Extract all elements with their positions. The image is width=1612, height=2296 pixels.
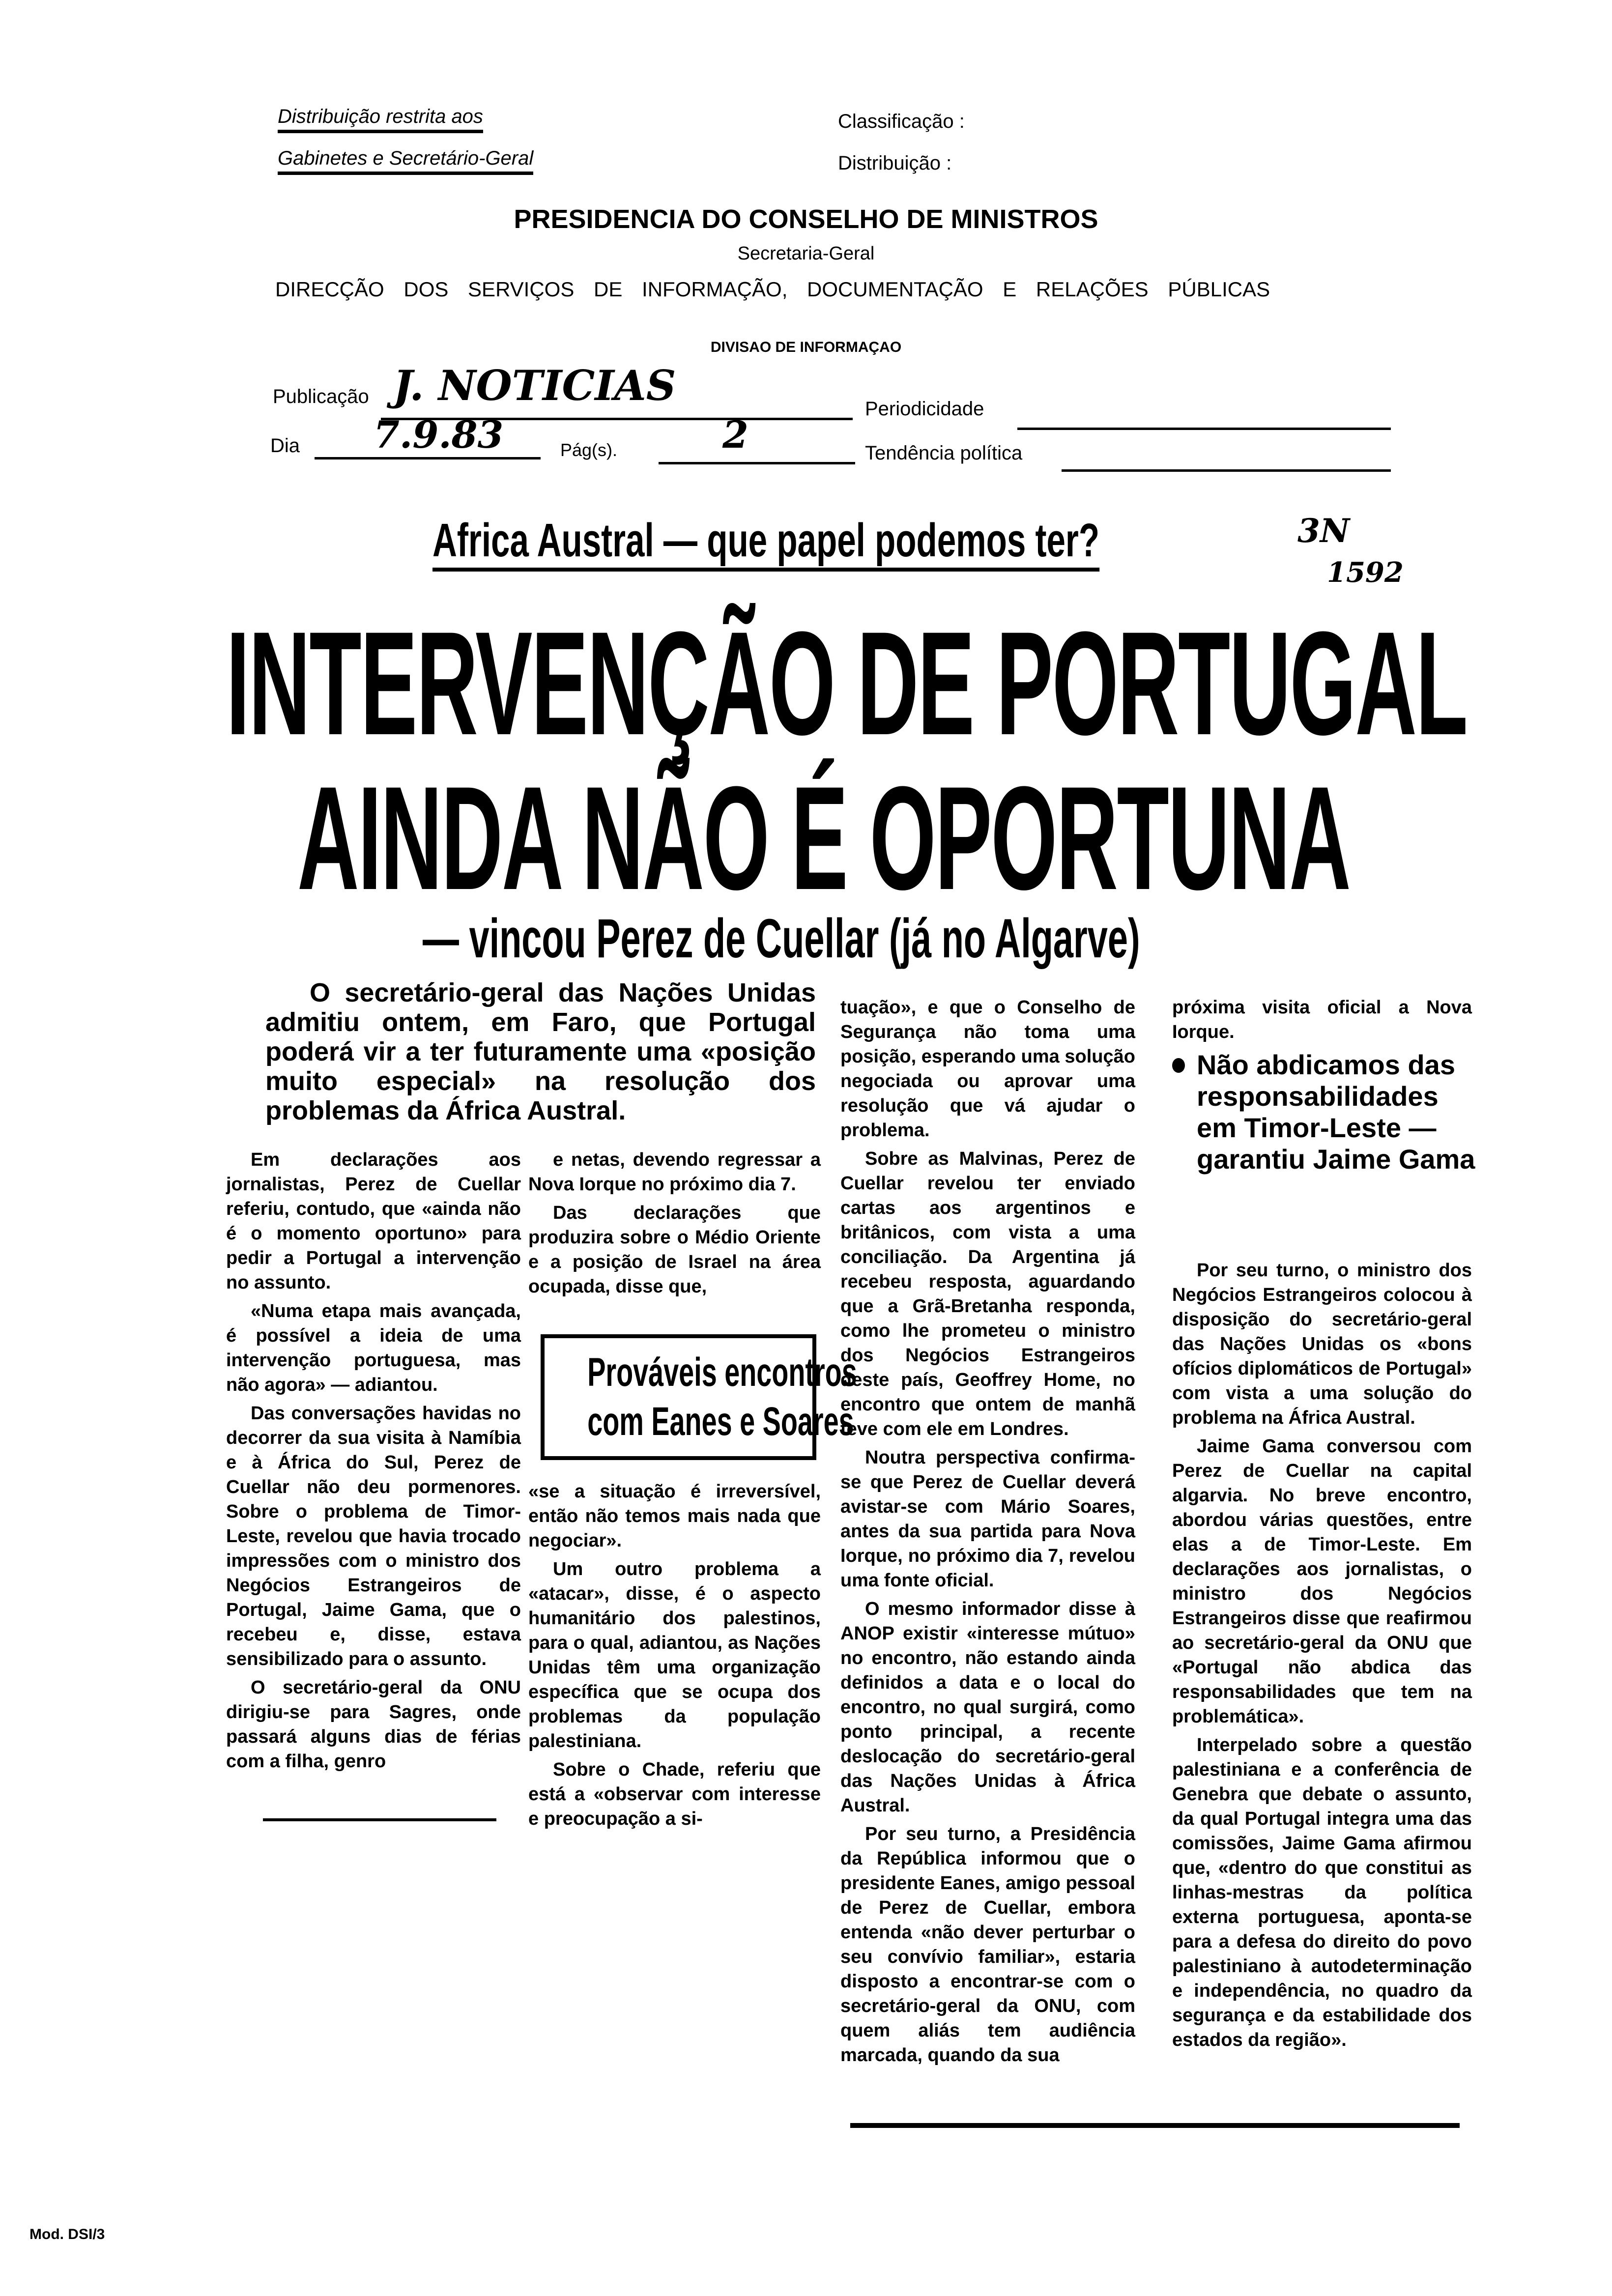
box-title-line-2: com Eanes e Soares [587, 1399, 854, 1444]
periodicity-label: Periodicidade [865, 398, 984, 420]
lead-paragraph: O secretário-geral das Nações Unidas admitiu ontem, em Faro, que Portugal poderá vir a ter futuramente uma «posição muito especial» na resolução dos problemas da África Austral. [265, 978, 816, 1125]
column-3 [840, 995, 1135, 2071]
column-4-top [1172, 995, 1472, 1048]
subsection-heading-text: Não abdicamos das responsabilidades em Timor-Leste — garantiu Jaime Gama [1197, 1049, 1475, 1175]
publication-label: Publicação [273, 386, 369, 407]
distribution-label: Distribuição : [838, 152, 952, 174]
headline-line-2: AINDA NÃO É OPORTUNA [297, 755, 1350, 920]
day-value: 7.9.83 [374, 413, 504, 457]
paragraph: Das conversações havidas no decorrer da sua visita à Namíbia e à África do Sul, Perez de Cuellar não deu pormenores. Sobre o problema de Timor-Leste, revelou que havia trocado impressões com o ministro dos Negócios Estrangeiros de Portugal, Jaime Gama, que o recebeu e, disse, estava sensibilizado para o assunto. [226, 1403, 521, 1669]
column-2-bottom [528, 1479, 821, 1835]
paragraph: Um outro problema a «atacar», disse, é o aspecto humanitário dos palestinos, para o qual, adiantou, as Nações Unidas têm uma organização específica que se ocupa dos problemas da população palestiniana. [528, 1559, 821, 1751]
box-title-line-1: Prováveis encontros [587, 1350, 857, 1395]
paragraph: próxima visita oficial a Nova Iorque. [1172, 997, 1472, 1042]
paragraph: Sobre o Chade, referiu que está a «observar com interesse e preocupação a si- [528, 1759, 821, 1829]
paragraph: Sobre as Malvinas, Perez de Cuellar revelou ter enviado cartas aos argentinos e britânicos, com vista a uma conciliação. Da Argentina já recebeu resposta, aguardando que a Grã-Bretanha responda, como lhe prometeu o ministro dos Negócios Estrangeiros deste país, Geoffrey Home, no encontro que ontem de manhã teve com ele em Londres. [840, 1148, 1135, 1439]
paragraph: Por seu turno, o ministro dos Negócios Estrangeiros colocou à disposição do secretário-geral das Nações Unidas os «bons ofícios diplomáticos de Portugal» com vista a uma solução do problema na África Austral. [1172, 1260, 1472, 1428]
paragraph: Em declarações aos jornalistas, Perez de Cuellar referiu, contudo, que «ainda não é o momento oportuno» para pedir a Portugal a intervenção no assunto. [226, 1149, 521, 1293]
handwritten-note-2: 1592 [1327, 556, 1404, 589]
column-end-rule [263, 1818, 496, 1821]
pages-label: Pág(s). [560, 440, 618, 460]
organization-title: PRESIDENCIA DO CONSELHO DE MINISTROS [514, 204, 1098, 234]
division-label: DIVISAO DE INFORMAÇAO [710, 339, 902, 355]
paragraph: O secretário-geral da ONU dirigiu-se para Sagres, onde passará alguns dias de férias com a filha, genro [226, 1677, 521, 1772]
paragraph: Das declarações que produzira sobre o Médio Oriente e a posição de Israel na área ocupada, disse que, [528, 1203, 821, 1297]
headline-line-1: INTERVENÇÃO DE PORTUGAL [226, 601, 1467, 766]
column-1 [226, 1148, 521, 1778]
periodicity-field [1017, 398, 1391, 430]
political-tendency-field [1062, 445, 1391, 472]
subheadline: — vincou Perez de Cuellar (já no Algarve) [423, 908, 1140, 969]
subsection-heading [1172, 1049, 1477, 1175]
article-kicker: Africa Austral — que papel podemos ter? [432, 514, 1099, 572]
paragraph: Por seu turno, a Presidência da República informou que o presidente Eanes, amigo pessoal de Perez de Cuellar, embora entenda «não dever perturbar o seu convívio familiar», estaria disposto a encontrar-se com o secretário-geral da ONU, com quem aliás tem audiência marcada, quando da sua [840, 1824, 1135, 2066]
political-tendency-label: Tendência política [865, 442, 1023, 464]
distribution-restricted-line1: Distribuição restrita aos [278, 106, 483, 133]
paragraph: Noutra perspectiva confirma-se que Perez de Cuellar deverá avistar-se com Mário Soares, antes da sua partida para Nova Iorque, no próximo dia 7, revelou uma fonte oficial. [840, 1447, 1135, 1591]
article-end-rule [850, 2123, 1460, 2128]
handwritten-note-1: 3N [1297, 512, 1350, 550]
paragraph: «se a situação é irreversível, então não temos mais nada que negociar». [528, 1481, 821, 1551]
paragraph: Interpelado sobre a questão palestiniana e a conferência de Genebra que debate o assunto, da qual Portugal integra uma das comissões, Jaime Gama afirmou que, «dentro do que constitui as linhas-mestras da política externa portuguesa, aponta-se para a defesa do direito do povo palestiniano à autodeterminação e independência, no quadro da segurança e da estabilidade dos estados da região». [1172, 1735, 1472, 2050]
bullet-icon [1172, 1058, 1185, 1073]
secretariat-label: Secretaria-Geral [737, 243, 875, 264]
classification-label: Classificação : [838, 111, 965, 132]
paragraph: O mesmo informador disse à ANOP existir «interesse mútuo» no encontro, não estando ainda definidos a data e o local do encontro, no qual surgirá, como ponto principal, a recente deslocação do secretário-geral das Nações Unidas à África Austral. [840, 1599, 1135, 1816]
pages-value: 2 [722, 413, 748, 457]
day-label: Dia [270, 435, 300, 457]
paragraph: «Numa etapa mais avançada, é possível a ideia de uma intervenção portuguesa, mas não agora» — adiantou. [226, 1301, 521, 1395]
sidebar-box [541, 1334, 857, 1460]
directorate-label: DIRECÇÃO DOS SERVIÇOS DE INFORMAÇÃO, DOCUMENTAÇÃO E RELAÇÕES PÚBLICAS [275, 278, 1270, 301]
paragraph: e netas, devendo regressar a Nova Iorque no próximo dia 7. [528, 1149, 821, 1195]
column-2-top [528, 1148, 821, 1303]
column-4 [1172, 1258, 1472, 2056]
form-code: Mod. DSI/3 [29, 2226, 105, 2242]
pages-field [659, 437, 855, 464]
publication-value: J. NOTICIAS [393, 361, 676, 410]
paragraph: Jaime Gama conversou com Perez de Cuellar na capital algarvia. No breve encontro, abordou várias questões, entre elas a de Timor-Leste. Em declarações aos jornalistas, o ministro dos Negócios Estrangeiros disse que reafirmou ao secretário-geral da ONU que «Portugal não abdica das responsabilidades que tem na problemática». [1172, 1436, 1472, 1727]
paragraph: tuação», e que o Conselho de Segurança não toma uma posição, esperando uma solução negociada ou aprovar uma resolução que vá ajudar o problema. [840, 997, 1135, 1141]
distribution-restricted-line2: Gabinetes e Secretário-Geral [278, 147, 533, 175]
